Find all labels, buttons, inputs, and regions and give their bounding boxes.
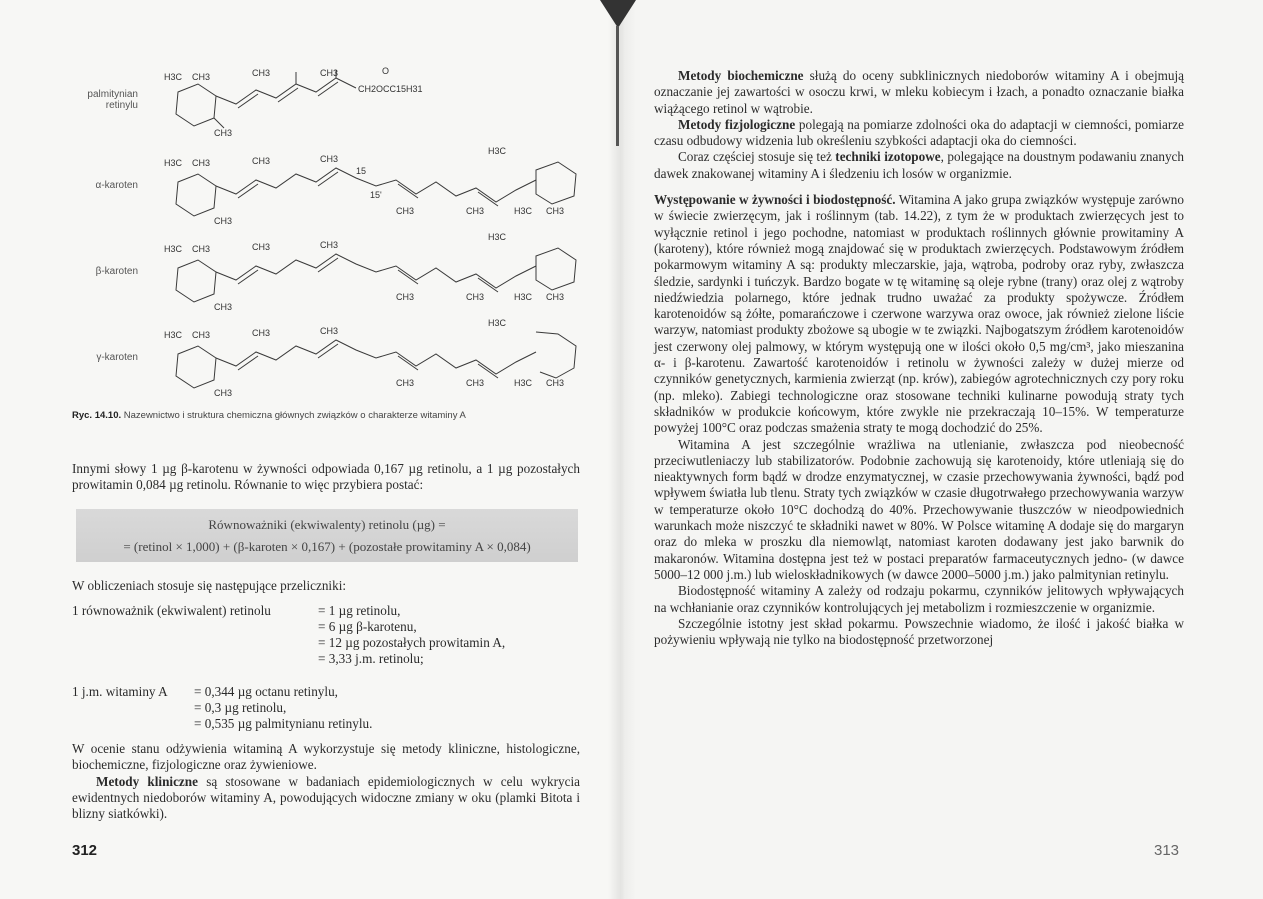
label-palmitate: palmitynian retinylu <box>87 89 138 111</box>
atom-h3c: H3C <box>488 318 507 328</box>
atom-ch3: CH3 <box>252 242 271 252</box>
chain-3 <box>216 254 536 288</box>
paragraph: Innymi słowy 1 µg β-karotenu w żywności odpowiada 0,167 µg retinolu, a 1 µg pozostałych prowitamin 0,084 µg retinolu. Równanie to więc przybiera postać: <box>72 461 580 493</box>
label-gamma-carotene: γ-karoten <box>96 352 138 363</box>
atom-ch3: CH3 <box>252 328 271 338</box>
atom-ch3: CH3 <box>214 302 233 312</box>
atom-ch3: CH3 <box>546 292 565 302</box>
atom-h3c: H3C <box>164 330 183 340</box>
atom-o: O <box>382 66 390 76</box>
caption-label: Ryc. 14.10. <box>72 410 122 421</box>
bold-term: Metody kliniczne <box>96 773 198 789</box>
bold-term: Metody fizjologiczne <box>678 116 796 132</box>
atom-ch3: CH3 <box>252 156 271 166</box>
equation-box <box>76 509 578 562</box>
atom-ch3: CH3 <box>192 330 211 340</box>
atom-ch3: CH3 <box>546 206 565 216</box>
open-chain-4 <box>536 332 576 378</box>
chain-1 <box>216 78 356 104</box>
chemical-structures-figure <box>60 62 600 402</box>
equation-line-2: = (retinol × 1,000) + (β-karoten × 0,167) + (pozostałe prowitaminy A × 0,084) <box>123 539 531 554</box>
bold-term: Metody biochemiczne <box>678 68 804 83</box>
atom-ch3: CH3 <box>252 68 271 78</box>
atom-ch3: CH3 <box>320 240 339 250</box>
locant-15: 15 <box>356 166 367 176</box>
atom-ch3: CH3 <box>396 378 415 388</box>
conversion-2-label: 1 j.m. witaminy A <box>72 684 168 699</box>
page-number-right: 313 <box>1154 842 1180 859</box>
binding-mark <box>600 0 636 28</box>
atom-ch3: CH3 <box>214 128 233 138</box>
atom-h3c: H3C <box>164 72 183 82</box>
ring-2b <box>536 162 576 204</box>
atom-ch3: CH3 <box>320 68 339 78</box>
conversion-1-label: 1 równoważnik (ekwiwalent) retinolu <box>72 603 271 618</box>
atom-ch3: CH3 <box>396 292 415 302</box>
atom-h3c: H3C <box>514 292 533 302</box>
page-number-left: 312 <box>72 842 98 859</box>
caption-text: Nazewnictwo i struktura chemiczna głównych związków o charakterze witaminy A <box>123 410 466 421</box>
ring-3b <box>536 248 576 290</box>
section-heading: Występowanie w żywności i biodostępność. <box>654 192 896 208</box>
atom-ch3: CH3 <box>466 292 485 302</box>
figure-caption <box>72 410 466 421</box>
atom-ch3: CH3 <box>466 378 485 388</box>
atom-h3c: H3C <box>488 232 507 242</box>
chain-4 <box>216 340 536 374</box>
conversion-2-values: = 0,344 µg octanu retinylu, = 0,3 µg retinolu, = 0,535 µg palmitynianu retinylu. <box>194 684 373 731</box>
atom-h3c: H3C <box>514 206 533 216</box>
atom-ch3: CH3 <box>192 244 211 254</box>
ring-3a <box>176 260 216 302</box>
label-alpha-carotene: α-karoten <box>95 180 138 191</box>
atom-ch3: CH3 <box>396 206 415 216</box>
atom-ch3: CH3 <box>320 154 339 164</box>
ring-1 <box>176 84 216 126</box>
book-gutter <box>608 0 636 899</box>
label-beta-carotene: β-karoten <box>95 266 138 277</box>
bold-term: techniki izotopowe <box>835 149 941 165</box>
atom-h3c: H3C <box>164 158 183 168</box>
atom-h3c: H3C <box>488 146 507 156</box>
ring-4 <box>176 346 216 388</box>
atom-ester: CH2OCC15H31 <box>358 84 423 94</box>
right-column-text: Metody biochemiczne służą do oceny subklinicznych niedoborów witaminy A i obejmują oznaczanie jej zawartości w osoczu krwi, w mleku kobiecym i łzach, a ponadto oznaczanie białka wiążącego retinol w wątrobie. Metody fizjologiczne polegają na pomiarze zdolności oka do adaptacji w ciemności, pomiarze czasu odbudowy widzenia lub określeniu szybkości adaptacji oka do ciemności. Coraz częściej stosuje się też techniki izotopowe, polegające na doustnym podawaniu znanych dawek znakowanej witaminy A i śledzeniu ich losów w organizmie. Występowanie w żywności i biodostępność. Witamina A jako grupa związków występuje zarówno w świecie zwierzęcym, jak i roślinnym (tab. 14.22), z tym że w produktach zwierzęcych jest to wyłącznie retinol i jego pochodne, natomiast w produktach roślinnych głównie prowitaminy A (karoteny), które również mogą znajdować się w produktach zwierzęcych. Podstawowym źródłem pokarmowym witaminy A są: produkty mleczarskie, jaja, wątroba, podroby oraz ryby, zwłaszcza śledzie, sardynki i tuńczyk. Bardzo bogate w tę witaminę są oleje rybne (trany) oraz olej z wątroby niedźwiedzia polarnego, które jednak trudno uważać za produkty spożywcze. Źródłem karotenoidów są żółte, pomarańczowe i czerwone warzywa oraz owoce, jak również zielone liście warzyw, natomiast produkty zbożowe są ubogie w te związki. Najbogatszym źródłem karotenoidów jest czerwony olej palmowy, w którym występują one w ilości około 0,5 mg/cm³, jako mieszanina α- i β-karotenu. Zawartość karotenoidów i retinolu w żywności zależy w dużej mierze od czynników genetycznych, karmienia zwierząt (np. krów), zabiegów agrotechnicznych czy pory roku (np. mleko). Zabiegi technologiczne oraz stosowane techniki kulinarne powodują straty tych składników w produkcie końcowym, które zwykle nie przekraczają 10–15%. W temperaturze powyżej 100°C oraz podczas smażenia straty te mogą dochodzić do 25%. Witamina A jest szczególnie wrażliwa na utlenianie, zwłaszcza pod nieobecność przeciwutleniaczy lub stabilizatorów. Podobnie zachowują się karotenoidy, które utleniają się do nieaktywnych form bądź w drodze enzymatycznej, w czasie przechowywania żywności, bądź pod wpływem światła lub tlenu. Straty tych związków w czasie długotrwałego przechowywania warzyw w temperaturze około 10°C dochodzą do 40%. Przechowywanie tłuszczów w nieodpowiednich warunkach może niszczyć te składniki nawet w 80%. W Polsce witaminę A dodaje się do margaryn oraz do mleka w proszku dla niemowląt, natomiast karoten dodawany jest jako barwnik do makaronów. Witamina dostępna jest też w postaci preparatów farmaceutycznych jedno- (w dawce 5000–12 000 j.m.) lub wieloskładnikowych (w dawce 2000–5000 j.m.) jako palmitynian retinylu. Biodostępność witaminy A zależy od rodzaju pokarmu, czynników jelitowych wpływających na wchłanianie oraz czynników kontrolujących jej metabolizm i rozmieszczenie w organizmie. Szczególnie istotny jest skład pokarmu. Powszechnie wiadomo, że ilość i jakość białka w pożywieniu wpływają nie tylko na biodostępność przetworzonej <box>654 68 1184 648</box>
paragraph: W obliczeniach stosuje się następujące przeliczniki: <box>72 578 347 593</box>
paragraph: W ocenie stanu odżywienia witaminą A wykorzystuje się metody kliniczne, histologiczne, biochemiczne, fizjologiczne oraz żywieniowe. Metody kliniczne są stosowane w badaniach epidemiologicznych w celu wykrycia ewidentnych niedoborów witaminy A, powodujących widoczne zmiany w oku (plamki Bitota i blizny siatkówki). <box>72 741 580 822</box>
atom-h3c: H3C <box>164 244 183 254</box>
ring-2a <box>176 174 216 216</box>
atom-ch3: CH3 <box>466 206 485 216</box>
atom-ch3: CH3 <box>214 216 233 226</box>
structures-drawing <box>148 62 588 402</box>
atom-ch3: CH3 <box>320 326 339 336</box>
atom-h3c: H3C <box>514 378 533 388</box>
atom-ch3: CH3 <box>192 158 211 168</box>
binding-stem <box>616 26 619 146</box>
conversion-1-values: = 1 µg retinolu, = 6 µg β-karotenu, = 12 µg pozostałych prowitamin A, = 3,33 j.m. retinolu; <box>318 603 506 666</box>
atom-ch3: CH3 <box>214 388 233 398</box>
equation-line-1: Równoważniki (ekwiwalenty) retinolu (µg) = <box>208 517 446 532</box>
atom-ch3: CH3 <box>546 378 565 388</box>
locant-15prime: 15' <box>370 190 382 200</box>
atom-ch3: CH3 <box>192 72 211 82</box>
